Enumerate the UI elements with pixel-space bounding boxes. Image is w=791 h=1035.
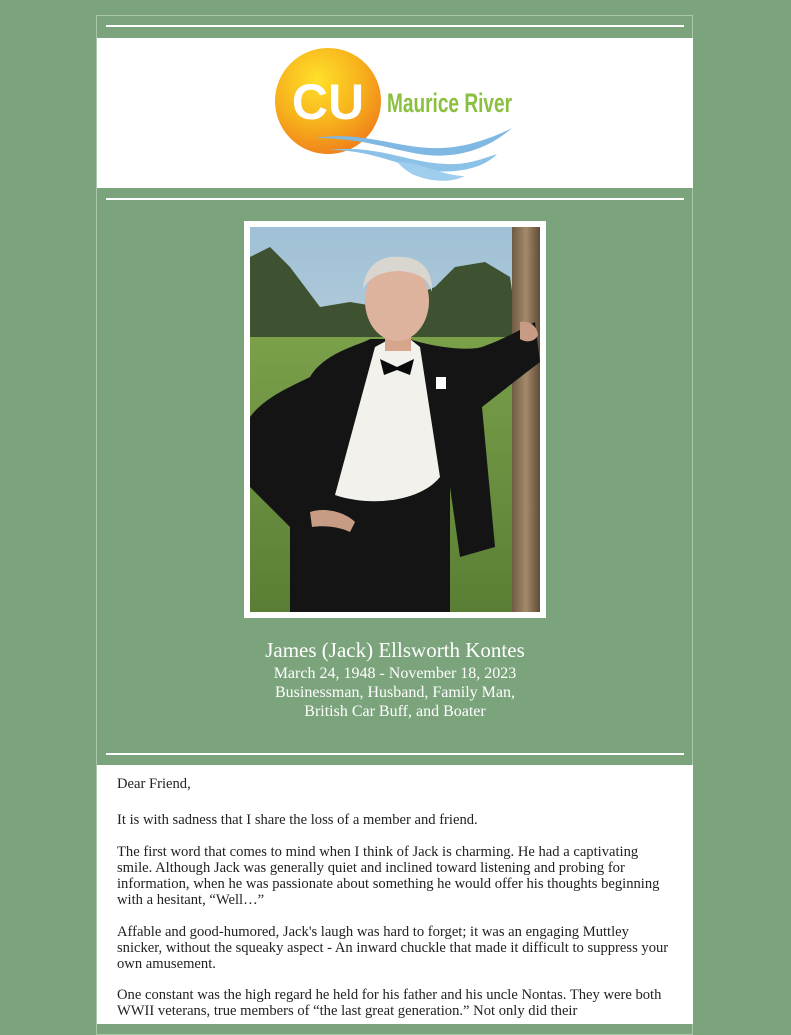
photo-divider xyxy=(106,198,684,200)
roles-line-2: British Car Buff, and Boater xyxy=(304,703,486,720)
logo-wordmark: Maurice River xyxy=(387,88,513,118)
letter-divider xyxy=(106,753,684,755)
portrait-image xyxy=(250,227,540,612)
logo-panel xyxy=(97,38,693,188)
letter-body xyxy=(97,765,693,1024)
memorial-photo xyxy=(244,221,546,618)
roles-line-1: Businessman, Husband, Family Man, xyxy=(275,684,515,701)
logo-mark: CU xyxy=(291,74,365,130)
intro-paragraph: It is with sadness that I share the loss of a member and friend. xyxy=(117,812,478,828)
paragraph-3: One constant was the high regard he held for his father and his uncle Nontas. They were both WWII veterans, true members of “the last great generation.” Not only did their xyxy=(117,987,662,1019)
paragraph-2: Affable and good-humored, Jack's laugh was hard to forget; it was an engaging Muttley snicker, without the squeaky aspect - An inward chuckle that made it difficult to suppress your own amusement. xyxy=(117,924,669,972)
cu-maurice-river-logo[interactable] xyxy=(97,38,693,188)
paragraph-1: The first word that comes to mind when I think of Jack is charming. He had a captivating smile. Although Jack was generally quiet and inclined toward listening and probing for information, when he was passionate about something he would offer his thoughts beginning with a hesitant, “Well…” xyxy=(117,844,660,908)
life-dates: March 24, 1948 - November 18, 2023 xyxy=(273,665,517,682)
salutation: Dear Friend, xyxy=(117,776,191,792)
deceased-name: James (Jack) Ellsworth Kontes xyxy=(265,638,525,662)
top-divider xyxy=(106,25,684,27)
